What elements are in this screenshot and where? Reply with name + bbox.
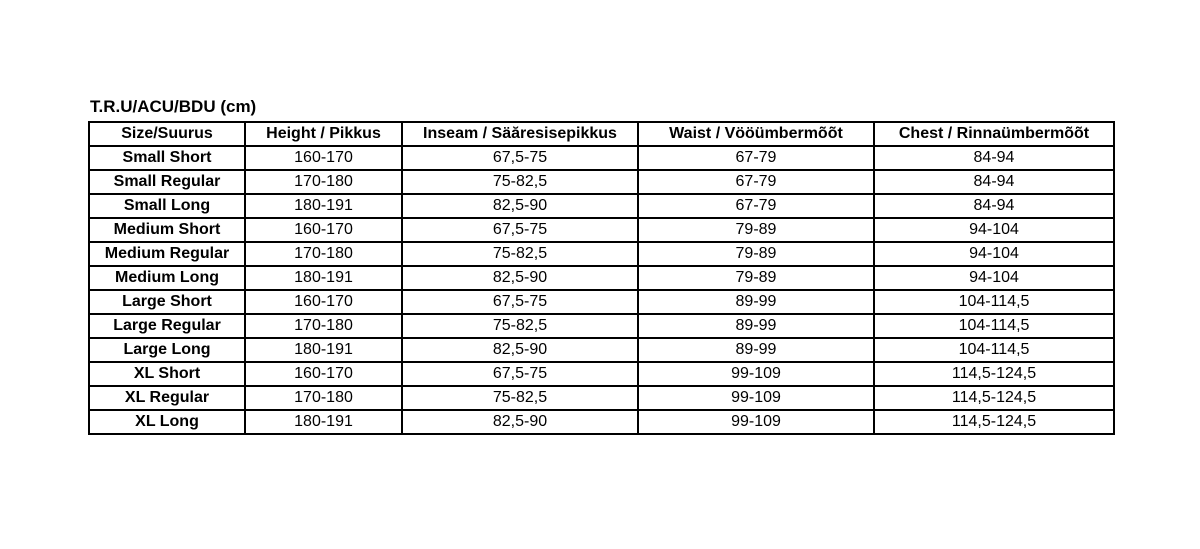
table-row — [89, 266, 1114, 290]
cell-height: 160-170 — [245, 362, 402, 386]
cell-inseam: 75-82,5 — [402, 170, 638, 194]
cell-inseam: 82,5-90 — [402, 266, 638, 290]
cell-waist: 99-109 — [638, 386, 874, 410]
cell-waist: 79-89 — [638, 218, 874, 242]
cell-size: Large Short — [89, 290, 245, 314]
cell-height: 160-170 — [245, 218, 402, 242]
cell-size: XL Short — [89, 362, 245, 386]
cell-height: 170-180 — [245, 386, 402, 410]
table-title: T.R.U/ACU/BDU (cm) — [90, 97, 257, 116]
cell-inseam: 75-82,5 — [402, 314, 638, 338]
cell-waist: 67-79 — [638, 194, 874, 218]
cell-chest: 94-104 — [874, 266, 1114, 290]
table-row — [89, 194, 1114, 218]
table-row — [89, 314, 1114, 338]
cell-waist: 99-109 — [638, 410, 874, 434]
cell-waist: 99-109 — [638, 362, 874, 386]
cell-size: Medium Short — [89, 218, 245, 242]
cell-inseam: 82,5-90 — [402, 194, 638, 218]
cell-inseam: 67,5-75 — [402, 290, 638, 314]
cell-waist: 89-99 — [638, 338, 874, 362]
cell-waist: 79-89 — [638, 242, 874, 266]
cell-size: Large Long — [89, 338, 245, 362]
cell-height: 180-191 — [245, 338, 402, 362]
cell-inseam: 67,5-75 — [402, 218, 638, 242]
cell-height: 170-180 — [245, 242, 402, 266]
cell-waist: 67-79 — [638, 170, 874, 194]
cell-chest: 104-114,5 — [874, 338, 1114, 362]
cell-height: 160-170 — [245, 290, 402, 314]
table-body — [89, 146, 1114, 434]
cell-inseam: 82,5-90 — [402, 338, 638, 362]
header-size: Size/Suurus — [89, 122, 245, 146]
cell-inseam: 82,5-90 — [402, 410, 638, 434]
cell-size: Small Short — [89, 146, 245, 170]
cell-height: 180-191 — [245, 266, 402, 290]
cell-chest: 94-104 — [874, 242, 1114, 266]
header-chest: Chest / Rinnaümbermõõt — [874, 122, 1114, 146]
table-row — [89, 338, 1114, 362]
cell-chest: 114,5-124,5 — [874, 410, 1114, 434]
cell-size: Small Regular — [89, 170, 245, 194]
cell-size: Small Long — [89, 194, 245, 218]
cell-chest: 104-114,5 — [874, 314, 1114, 338]
cell-size: XL Regular — [89, 386, 245, 410]
cell-chest: 114,5-124,5 — [874, 386, 1114, 410]
header-row — [89, 122, 1114, 146]
cell-size: Medium Regular — [89, 242, 245, 266]
header-height: Height / Pikkus — [245, 122, 402, 146]
table-row — [89, 170, 1114, 194]
header-waist: Waist / Vööümbermõõt — [638, 122, 874, 146]
cell-inseam: 67,5-75 — [402, 146, 638, 170]
cell-waist: 89-99 — [638, 314, 874, 338]
cell-chest: 84-94 — [874, 194, 1114, 218]
table-row — [89, 146, 1114, 170]
cell-size: Medium Long — [89, 266, 245, 290]
table-row — [89, 362, 1114, 386]
cell-inseam: 75-82,5 — [402, 242, 638, 266]
cell-height: 170-180 — [245, 170, 402, 194]
cell-waist: 89-99 — [638, 290, 874, 314]
cell-chest: 84-94 — [874, 170, 1114, 194]
table-row — [89, 290, 1114, 314]
cell-chest: 94-104 — [874, 218, 1114, 242]
header-inseam: Inseam / Säăresisepikkus — [402, 122, 638, 146]
cell-chest: 104-114,5 — [874, 290, 1114, 314]
table-row — [89, 218, 1114, 242]
table-row — [89, 242, 1114, 266]
cell-chest: 84-94 — [874, 146, 1114, 170]
cell-size: XL Long — [89, 410, 245, 434]
table-row — [89, 410, 1114, 434]
cell-inseam: 67,5-75 — [402, 362, 638, 386]
cell-inseam: 75-82,5 — [402, 386, 638, 410]
cell-waist: 79-89 — [638, 266, 874, 290]
cell-height: 180-191 — [245, 194, 402, 218]
table-row — [89, 386, 1114, 410]
cell-height: 180-191 — [245, 410, 402, 434]
cell-chest: 114,5-124,5 — [874, 362, 1114, 386]
cell-height: 170-180 — [245, 314, 402, 338]
size-chart-table — [88, 121, 1115, 435]
cell-waist: 67-79 — [638, 146, 874, 170]
cell-size: Large Regular — [89, 314, 245, 338]
cell-height: 160-170 — [245, 146, 402, 170]
